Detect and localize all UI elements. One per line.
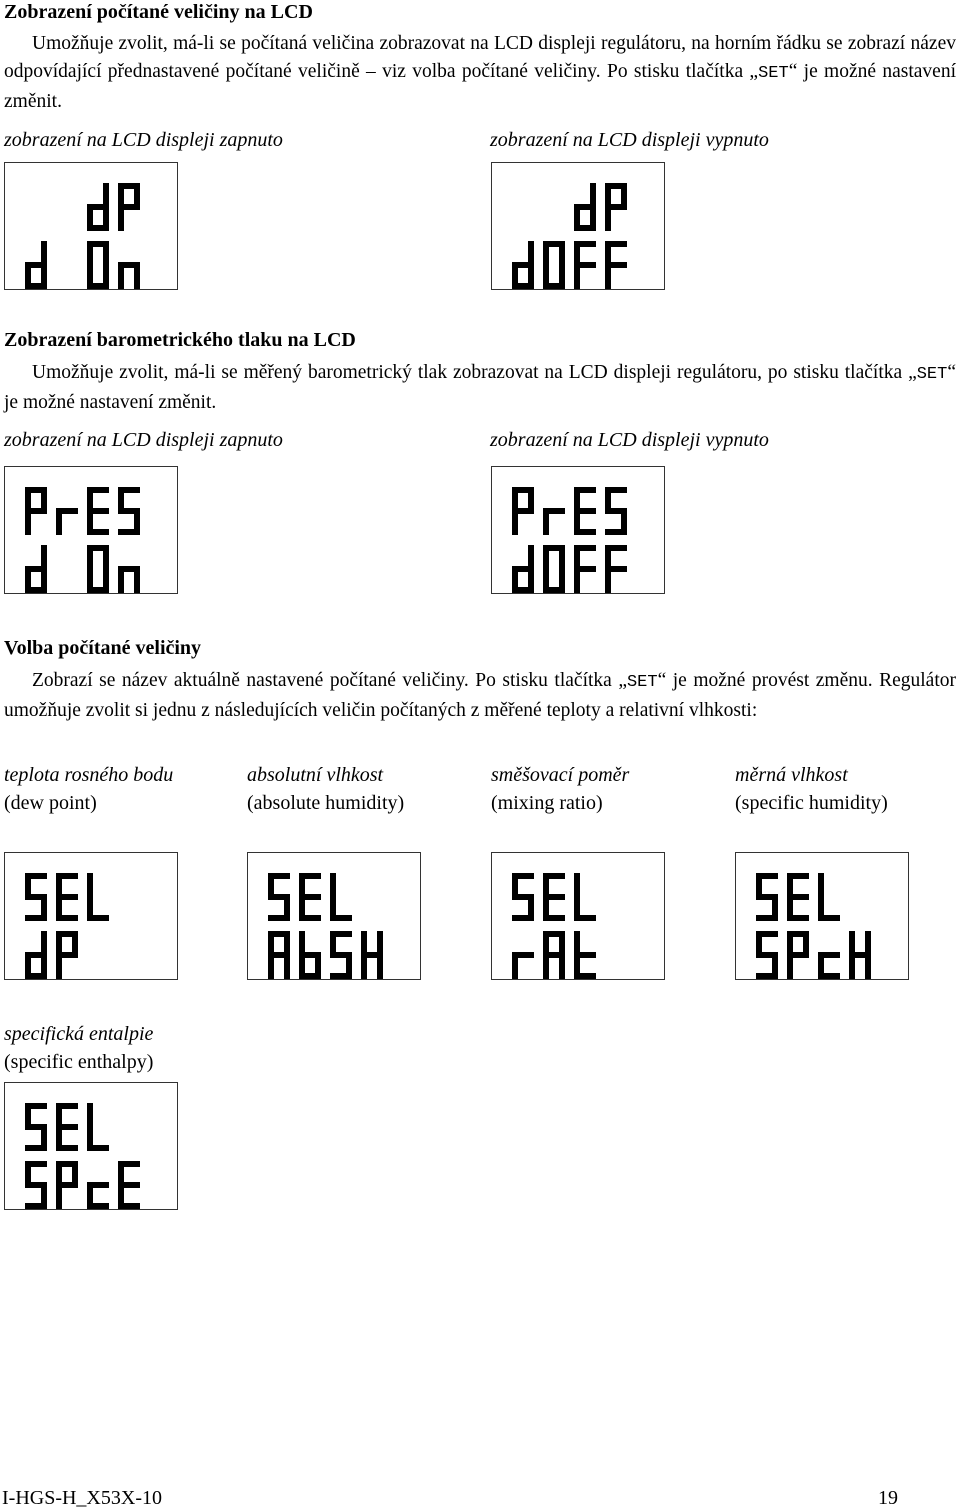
lcd-segment: [25, 915, 47, 921]
lcd-character: [268, 873, 290, 921]
lcd-segment: [787, 952, 809, 958]
lcd-segment: [56, 508, 78, 514]
lcd-panel: [4, 1082, 178, 1210]
lcd-character: [25, 241, 47, 289]
lcd-segment: [87, 508, 109, 514]
lcd-display: [492, 163, 666, 291]
lcd-character: [787, 931, 809, 979]
lcd-segment: [574, 873, 580, 900]
lcd-segment: [118, 1182, 140, 1188]
lcd-segment: [574, 952, 596, 958]
set-key-label: SET: [758, 64, 789, 83]
paragraph-lcd-computed: Umožňuje zvolit, má-li se počítaná veličina zobrazovat na LCD displeji regulátoru, na horním řádku se zobrazí název odpovídající přednastavené počítané veličině – viz volba počítané veličiny. Po stisku tlačítka „SET“ je možné nastavení změnit.: [4, 33, 956, 112]
lcd-character: [330, 931, 352, 979]
set-key-label: SET: [916, 365, 948, 384]
lcd-character: [25, 545, 47, 593]
lcd-character: [87, 487, 109, 535]
lcd-character: [849, 931, 871, 979]
lcd-display: [492, 467, 666, 595]
lcd-character: [25, 931, 47, 979]
caption-display-off: zobrazení na LCD displeji vypnuto: [490, 129, 769, 151]
lcd-display: [5, 1083, 179, 1211]
lcd-character: [56, 1161, 78, 1209]
lcd-character: [818, 873, 840, 921]
caption-display-off: zobrazení na LCD displeji vypnuto: [490, 429, 769, 451]
lcd-segment: [118, 204, 140, 210]
lcd-character: [268, 931, 290, 979]
lcd-character: [574, 487, 596, 535]
lcd-segment: [605, 566, 627, 572]
lcd-character: [574, 931, 596, 979]
lcd-segment: [87, 1182, 109, 1188]
lcd-character: [299, 931, 321, 979]
option-name-cz: teplota rosného bodu: [4, 764, 174, 786]
lcd-segment: [25, 1182, 47, 1188]
lcd-segment: [512, 566, 534, 572]
lcd-character: [299, 873, 321, 921]
lcd-character: [118, 262, 140, 289]
lcd-character: [543, 545, 565, 593]
option-name-cz: specifická entalpie: [4, 1023, 154, 1045]
option-name-en: (specific enthalpy): [4, 1051, 154, 1073]
lcd-segment: [87, 1103, 93, 1130]
lcd-segment: [56, 952, 78, 958]
caption-display-on: zobrazení na LCD displeji zapnuto: [4, 429, 283, 451]
option-name-cz: směšovací poměr: [491, 764, 630, 786]
option-name-en: (dew point): [4, 792, 97, 814]
lcd-character: [574, 183, 596, 231]
lcd-segment: [56, 894, 78, 900]
lcd-segment: [756, 952, 778, 958]
lcd-panel: [4, 852, 178, 980]
lcd-panel: [491, 466, 665, 594]
lcd-segment: [25, 952, 47, 958]
lcd-segment: [299, 952, 321, 958]
lcd-character: [756, 931, 778, 979]
lcd-segment: [25, 566, 47, 572]
lcd-character: [512, 545, 534, 593]
lcd-character: [543, 508, 565, 535]
lcd-segment: [605, 262, 627, 268]
lcd-segment: [118, 262, 140, 268]
lcd-segment: [118, 529, 140, 535]
lcd-panel: [4, 466, 178, 594]
lcd-display: [5, 467, 179, 595]
lcd-segment: [756, 894, 778, 900]
lcd-segment: [25, 894, 47, 900]
lcd-segment: [268, 894, 290, 900]
lcd-segment: [756, 915, 778, 921]
lcd-panel: [735, 852, 909, 980]
lcd-segment: [118, 508, 140, 514]
lcd-segment: [25, 508, 47, 514]
lcd-segment: [268, 952, 290, 958]
lcd-segment: [56, 1182, 78, 1188]
lcd-segment: [605, 508, 627, 514]
lcd-panel: [4, 162, 178, 290]
lcd-segment: [330, 973, 352, 979]
lcd-character: [118, 1161, 140, 1209]
lcd-segment: [574, 262, 596, 268]
paragraph-quantity-select: Zobrazí se název aktuálně nastavené počítané veličiny. Po stisku tlačítka „SET“ je možné provést změnu. Regulátor umožňuje zvolit si jednu z následujících veličin počítaných z měřené teploty a relativní vlhkosti:: [4, 670, 956, 721]
lcd-segment: [87, 545, 93, 572]
lcd-segment: [605, 204, 627, 210]
section-heading-lcd-pressure: Zobrazení barometrického tlaku na LCD: [4, 329, 356, 351]
lcd-segment: [512, 915, 534, 921]
lcd-character: [605, 183, 627, 231]
lcd-character: [512, 487, 534, 535]
lcd-panel: [491, 162, 665, 290]
lcd-character: [574, 545, 596, 593]
caption-display-on: zobrazení na LCD displeji zapnuto: [4, 129, 283, 151]
lcd-segment: [25, 1145, 47, 1151]
lcd-segment: [512, 508, 534, 514]
lcd-character: [56, 931, 78, 979]
section-heading-quantity-select: Volba počítané veličiny: [4, 637, 202, 659]
lcd-character: [87, 1103, 109, 1151]
lcd-character: [330, 873, 352, 921]
lcd-segment: [574, 566, 596, 572]
lcd-character: [605, 241, 627, 289]
lcd-character: [512, 873, 534, 921]
lcd-character: [87, 873, 109, 921]
lcd-character: [756, 873, 778, 921]
lcd-character: [543, 241, 565, 289]
lcd-segment: [361, 952, 383, 958]
lcd-panel: [491, 852, 665, 980]
lcd-character: [605, 487, 627, 535]
lcd-character: [818, 952, 840, 979]
lcd-character: [118, 487, 140, 535]
option-name-en: (absolute humidity): [247, 792, 405, 814]
lcd-segment: [25, 262, 47, 268]
option-name-cz: měrná vlhkost: [735, 764, 848, 786]
lcd-segment: [56, 1124, 78, 1130]
lcd-display: [248, 853, 422, 981]
lcd-segment: [574, 508, 596, 514]
lcd-character: [87, 1182, 109, 1209]
paragraph-lcd-pressure: Umožňuje zvolit, má-li se měřený barometrický tlak zobrazovat na LCD displeji regulátoru, po stisku tlačítka „SET“ je možné nastavení změnit.: [4, 362, 956, 413]
lcd-segment: [330, 873, 336, 900]
lcd-character: [574, 873, 596, 921]
lcd-segment: [299, 894, 321, 900]
lcd-character: [25, 1161, 47, 1209]
lcd-character: [87, 183, 109, 231]
lcd-character: [512, 241, 534, 289]
lcd-segment: [25, 1124, 47, 1130]
lcd-display: [5, 163, 179, 291]
lcd-character: [512, 952, 534, 979]
footer-page-number: 19: [878, 1487, 898, 1509]
lcd-segment: [756, 973, 778, 979]
lcd-character: [118, 566, 140, 593]
lcd-panel: [247, 852, 421, 980]
lcd-segment: [268, 915, 290, 921]
lcd-character: [25, 487, 47, 535]
lcd-character: [118, 183, 140, 231]
lcd-character: [361, 931, 383, 979]
lcd-segment: [543, 508, 565, 514]
lcd-segment: [87, 204, 109, 210]
lcd-segment: [330, 952, 352, 958]
lcd-character: [87, 241, 109, 289]
lcd-segment: [543, 545, 549, 572]
lcd-character: [56, 1103, 78, 1151]
section-heading-lcd-computed: Zobrazení počítané veličiny na LCD: [4, 1, 313, 23]
lcd-segment: [543, 241, 549, 268]
lcd-character: [543, 931, 565, 979]
footer-document-id: I-HGS-H_X53X-10: [2, 1487, 162, 1509]
lcd-segment: [87, 241, 93, 268]
lcd-character: [56, 873, 78, 921]
lcd-segment: [25, 1203, 47, 1209]
lcd-character: [787, 873, 809, 921]
lcd-segment: [543, 952, 565, 958]
lcd-character: [25, 873, 47, 921]
lcd-segment: [512, 262, 534, 268]
lcd-character: [605, 545, 627, 593]
lcd-segment: [543, 894, 565, 900]
lcd-display: [492, 853, 666, 981]
lcd-character: [574, 241, 596, 289]
option-name-cz: absolutní vlhkost: [247, 764, 384, 786]
lcd-character: [87, 545, 109, 593]
lcd-segment: [605, 529, 627, 535]
lcd-segment: [787, 894, 809, 900]
option-name-en: (mixing ratio): [491, 792, 603, 814]
lcd-segment: [87, 873, 93, 900]
option-name-en: (specific humidity): [735, 792, 888, 814]
lcd-segment: [512, 894, 534, 900]
lcd-character: [25, 1103, 47, 1151]
lcd-character: [543, 873, 565, 921]
lcd-display: [5, 853, 179, 981]
lcd-character: [56, 508, 78, 535]
lcd-segment: [849, 952, 871, 958]
set-key-label: SET: [626, 673, 658, 692]
lcd-segment: [118, 566, 140, 572]
lcd-segment: [574, 204, 596, 210]
lcd-segment: [512, 952, 534, 958]
lcd-segment: [818, 873, 824, 900]
lcd-segment: [818, 952, 840, 958]
lcd-display: [736, 853, 910, 981]
